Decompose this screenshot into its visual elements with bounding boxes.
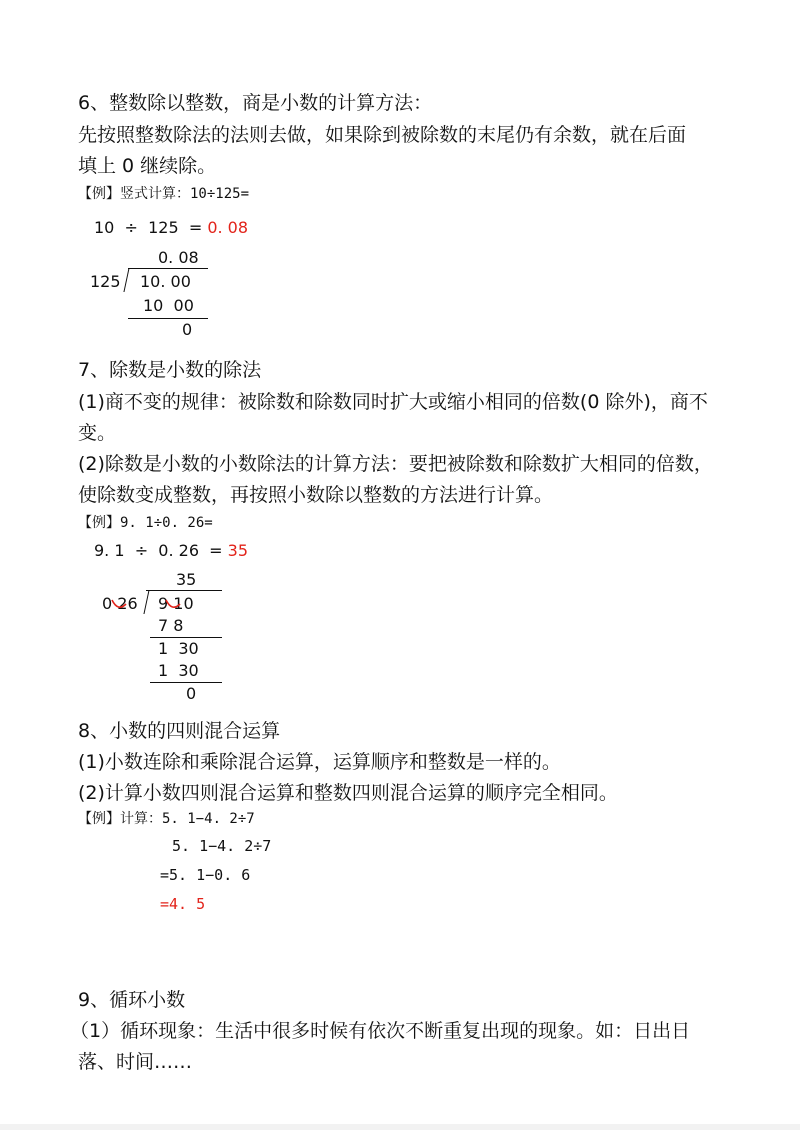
equation-answer: 0. 08	[207, 218, 249, 237]
ld6-sub-line	[128, 318, 208, 319]
section-7-p2-line1: (2)除数是小数的小数除法的计算方法：要把被除数和除数扩大相同的倍数，	[78, 453, 713, 475]
section-7-p1-line1: (1)商不变的规律：被除数和除数同时扩大或缩小相同的倍数(0 除外)，商不	[78, 391, 708, 413]
decimal-shift-marks	[100, 592, 190, 616]
equation-left: 10 ÷ 125 =	[94, 218, 203, 237]
section-6-example-label: 【例】竖式计算：10÷125=	[78, 186, 250, 202]
section-6-equation	[94, 218, 248, 237]
section-6-rule-line1: 先按照整数除法的法则去做，如果除到被除数的末尾仍有余数，就在后面	[78, 124, 687, 146]
ld7-remainder: 0	[186, 684, 197, 703]
section-8-heading: 8、小数的四则混合运算	[78, 720, 281, 742]
section-8-p2: (2)计算小数四则混合运算和整数四则混合运算的顺序完全相同。	[78, 782, 618, 804]
section-8-example-label: 【例】计算：5. 1−4. 2÷7	[78, 811, 255, 827]
section-7-p2-line2: 使除数变成整数，再按照小数除以整数的方法进行计算。	[78, 484, 554, 506]
section-7-p1-line2: 变。	[78, 422, 117, 444]
section-8-step3: =4. 5	[160, 895, 206, 913]
ld7-dividend: 9 10	[158, 594, 194, 613]
section-9-p1-line1: （1）循环现象：生活中很多时候有依次不断重复出现的现象。如：日出日	[70, 1020, 691, 1042]
ld7-subtrahend-1: 7 8	[158, 616, 184, 635]
section-8-step2: =5. 1−0. 6	[160, 866, 251, 884]
ld6-divisor: 125	[90, 272, 121, 291]
section-7-example-label: 【例】9. 1÷0. 26=	[78, 515, 213, 531]
section-7-heading: 7、除数是小数的除法	[78, 359, 262, 381]
ld7-sub-line-2	[150, 682, 222, 683]
section-6-rule-line2: 填上 0 继续除。	[78, 155, 217, 177]
ld6-dividend: 10. 00	[140, 272, 191, 291]
section-8-step1: 5. 1−4. 2÷7	[172, 837, 272, 855]
ld7-bracket-top	[146, 590, 222, 591]
equation-answer: 35	[227, 541, 249, 560]
ld7-remainder-1: 1 30	[158, 639, 199, 658]
section-6-heading: 6、整数除以整数，商是小数的计算方法：	[78, 92, 433, 114]
ld6-quotient: 0. 08	[158, 248, 199, 267]
ld7-divisor: 0 26	[102, 594, 138, 613]
ld7-subtrahend-2: 1 30	[158, 661, 199, 680]
ld6-subtrahend: 10 00	[143, 296, 194, 315]
section-7-equation	[94, 541, 248, 560]
dividend-shift-arrow	[166, 600, 180, 607]
section-8-p1: (1)小数连除和乘除混合运算，运算顺序和整数是一样的。	[78, 751, 561, 773]
divisor-shift-arrow	[112, 600, 126, 607]
ld6-remainder: 0	[182, 320, 193, 339]
equation-left: 9. 1 ÷ 0. 26 =	[94, 541, 223, 560]
ld7-sub-line-1	[150, 637, 222, 638]
ld6-bracket-top	[128, 268, 208, 269]
section-9-p1-line2: 落、时间……	[78, 1051, 193, 1073]
section-9-heading: 9、循环小数	[78, 989, 186, 1011]
ld7-quotient: 35	[176, 570, 197, 589]
ld6-bracket-side	[123, 268, 129, 292]
page-bottom-edge	[0, 1124, 800, 1130]
